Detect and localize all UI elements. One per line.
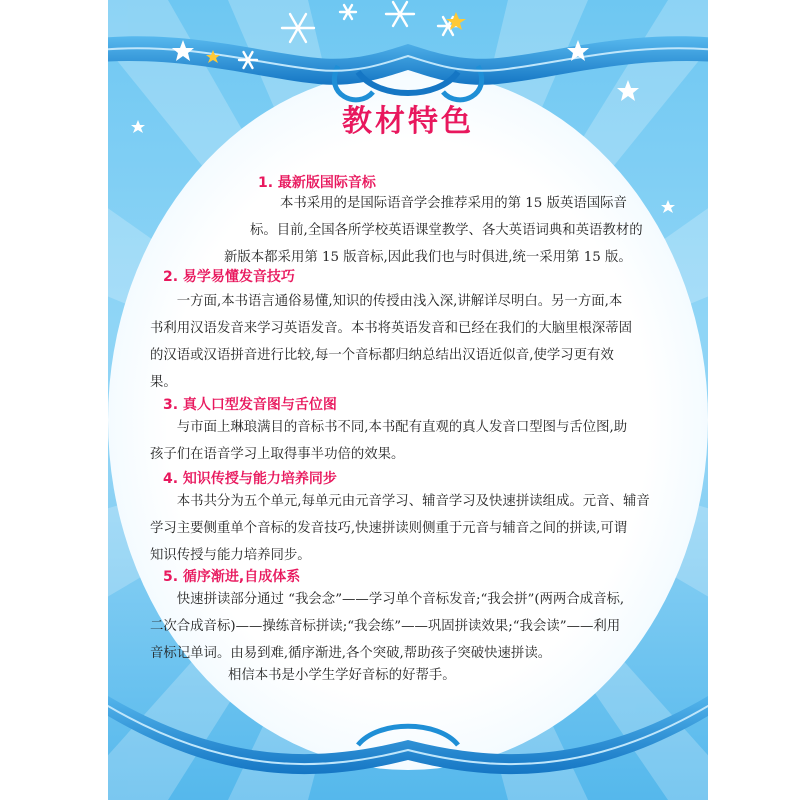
section-2-heading: 2. 易学易懂发音技巧 — [163, 269, 295, 285]
section-3-heading: 3. 真人口型发音图与舌位图 — [163, 397, 337, 413]
section-3-line-2: 孩子们在语音学习上取得事半功倍的效果。 — [150, 447, 405, 462]
section-5-body — [150, 586, 656, 667]
section-1-line-3: 新版本都采用第 15 版音标,因此我们也与时俱进,统一采用第 15 版。 — [224, 250, 632, 265]
section-4-line-3: 知识传授与能力培养同步。 — [150, 548, 311, 563]
page-content — [108, 0, 708, 800]
section-4-body — [150, 488, 656, 569]
section-2-line-2: 书利用汉语发音来学习英语发音。本书将英语发音和已经在我们的大脑里根深蒂固 — [150, 321, 633, 336]
section-2-line-1: 一方面,本书语言通俗易懂,知识的传授由浅入深,讲解详尽明白。另一方面,本 — [176, 294, 623, 309]
section-4-line-2: 学习主要侧重单个音标的发音技巧,快速拼读则侧重于元音与辅音之间的拼读,可谓 — [150, 521, 628, 536]
section-3-body — [150, 414, 656, 468]
page-title: 教材特色 — [342, 104, 474, 139]
closing-sentence: 相信本书是小学生学好音标的好帮手。 — [228, 668, 456, 683]
section-5-heading: 5. 循序渐进,自成体系 — [163, 569, 301, 585]
section-2-body — [150, 288, 656, 396]
section-2-line-3: 的汉语或汉语拼音进行比较,每一个音标都归纳总结出汉语近似音,使学习更有效 — [150, 348, 614, 363]
section-2-line-4: 果。 — [150, 375, 177, 390]
section-1-line-2: 标。目前,全国各所学校英语课堂教学、各大英语词典和英语教材的 — [250, 223, 643, 238]
book-page — [108, 0, 708, 800]
section-1-body — [150, 190, 656, 271]
section-5-line-1: 快速拼读部分通过 “我会念”——学习单个音标发音;“我会拼”(两两合成音标, — [176, 592, 625, 607]
section-5-line-2: 二次合成音标)——操练音标拼读;“我会练”——巩固拼读效果;“我会读”——利用 — [150, 619, 621, 634]
section-4-heading: 4. 知识传授与能力培养同步 — [163, 471, 337, 487]
section-3-line-1: 与市面上琳琅满目的音标书不同,本书配有直观的真人发音口型图与舌位图,助 — [176, 420, 628, 435]
section-4-line-1: 本书共分为五个单元,每单元由元音学习、辅音学习及快速拼读组成。元音、辅音 — [176, 494, 650, 509]
section-1-line-1: 本书采用的是国际语音学会推荐采用的第 15 版英语国际音 — [280, 196, 627, 211]
section-5-line-3: 音标记单词。由易到难,循序渐进,各个突破,帮助孩子突破快速拼读。 — [150, 646, 552, 661]
section-1-heading: 1. 最新版国际音标 — [258, 175, 376, 191]
